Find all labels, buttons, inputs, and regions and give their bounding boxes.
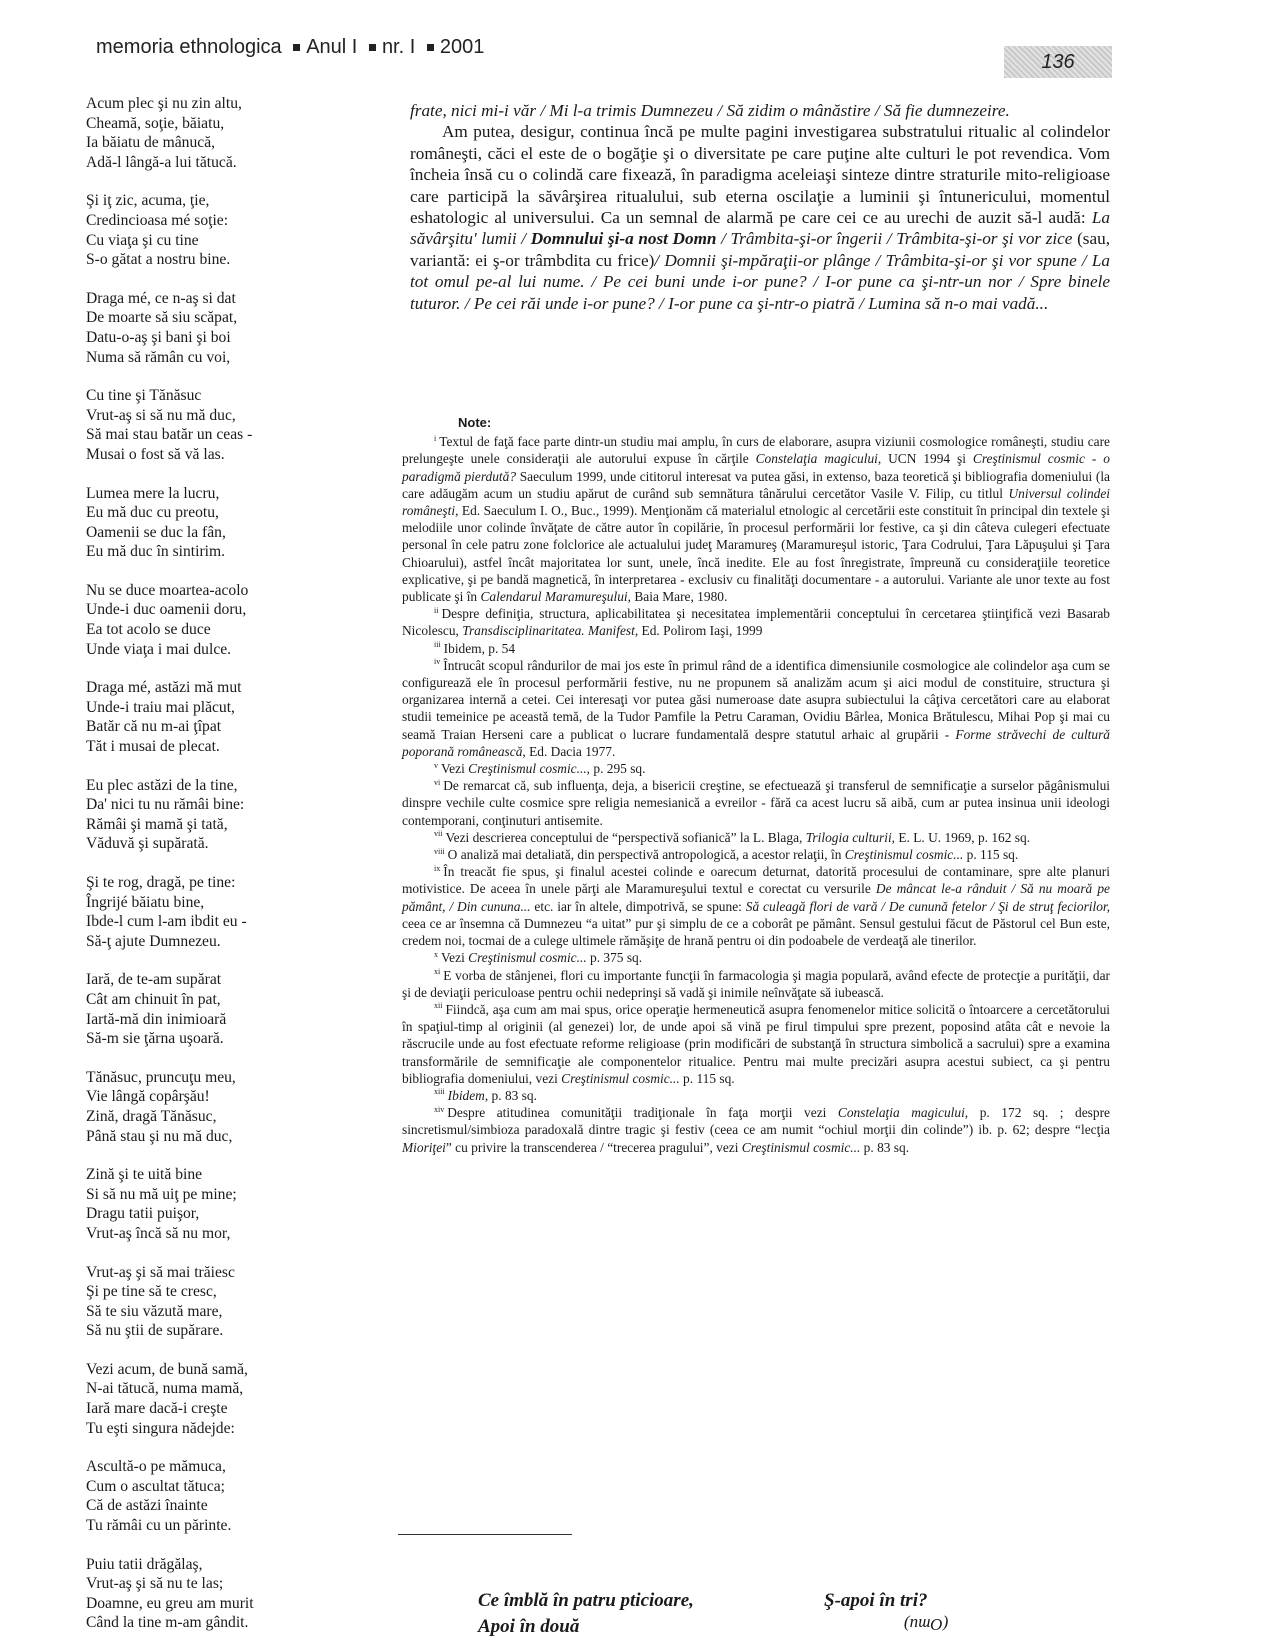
poem-line: Musai o fost să vă las. xyxy=(86,445,225,463)
footnote-text: Trilogia culturii xyxy=(805,829,892,845)
poem-stanza xyxy=(86,1263,326,1341)
poem-line: Zină, dragă Tănăsuc, xyxy=(86,1107,217,1125)
poem-line: Să mai stau batăr un ceas - xyxy=(86,426,253,444)
paragraph-text: Am putea, desigur, continua încă pe multe pagini investigarea substratului ritualic al colindelor româneşti, căci el este de o bogăţie şi o diversitate pe care puţine alte culturi le pot revendica. Vom încheia însă cu o colindă care fixează, în paradigma aceleiaşi sinteze dintre straturile mito-religioase care participă la săvârşirea ritualului, sub eterna oscilaţie a luminii şi întunericului, momentul eshatologic al universului. Ca un semnal de alarmă pe care cei ce au urechi de auzit să-l audă: xyxy=(410,122,1110,228)
variant-note: (sau, variantă: ei ş-or trâmbdita cu frice) xyxy=(410,229,1111,270)
poem-stanza xyxy=(86,873,326,951)
poem-line: Numa să rămân cu voi, xyxy=(86,348,231,366)
poem-line: Cât am chinuit în pat, xyxy=(86,990,221,1008)
footnote xyxy=(402,1087,1110,1104)
footnote-text: Creştinismul cosmic... xyxy=(741,1139,861,1155)
poem-line: Vezi acum, de bună samă, xyxy=(86,1360,248,1378)
footnote xyxy=(402,863,1110,949)
poem-stanza xyxy=(86,1555,326,1633)
verse-quote: / Domnii şi-mpăraţii-or plânge / Trâmbita-şi-or şi vor spune / La tot omul pe-al lui nume. / Pe cei buni unde i-or pune? / I-or pune ca şi-ntr-un nor / Spre binele tuturor. / Pe cei răi unde i-or pune? / I-or pune ca şi-ntr-o piatră / Lumina să n-o mai vadă... xyxy=(410,250,1110,313)
poem-stanza xyxy=(86,1457,326,1535)
poem-line: Să-m sie ţărna uşoară. xyxy=(86,1030,224,1048)
footnote-text: De mâncat le-a rânduit / Să nu moară pe pământ, / Din cununa... xyxy=(402,881,1110,914)
footnote xyxy=(402,777,1110,829)
poem-line: Da' nici tu nu rămâi bine: xyxy=(86,796,245,814)
poem-line: Cum o ascultat tătuca; xyxy=(86,1477,226,1495)
poem-line: Draga mé, ce n-aş si dat xyxy=(86,289,236,307)
poem-line: Şi iţ zic, acuma, ţie, xyxy=(86,192,210,210)
poem-line: De moarte să siu scăpat, xyxy=(86,309,238,327)
riddle-line: Apoi în două xyxy=(478,1616,580,1637)
footnote-text: Vezi xyxy=(441,761,469,777)
poem-line: Să-ţ ajute Dumnezeu. xyxy=(86,932,221,950)
footnote xyxy=(402,760,1110,777)
footnote xyxy=(402,657,1110,760)
poem-line: Iartă-mă din inimioară xyxy=(86,1010,227,1028)
footnote-text: Întrucât scopul rândurilor de mai jos este în primul rând de a identifica dimensiunile cosmologice ale colindelor aşa cum se configurează ele în procesul performării festive, nu ne propunem să analizăm acum şi aici modul de constituire, structura şi organizarea internă a cetei. Cei interesaţi vor putea găsi numeroase date asupra subiectului la câţiva cercetători care au elaborat studii temeinice pe această temă, de la Tudor Pamfile la Petru Caraman, Ovidiu Bârlea, Monica Brătulescu, Mihai Pop şi mai cu seamă Traian Herseni care a publicat o lucrare fundamentală despre statutul arhaic al grupării - xyxy=(402,657,1110,742)
footnote-text: ceea ce ar însemna că Dumnezeu “a uitat” pur şi simplu de ce a coborât pe pământ. Sensul gestului făcut de Păstorul cel Bun este, credem noi, tocmai de a culege ultimele rămăşiţe de hrană pentru oi din podoabele de verdeaţă ale tinerilor. xyxy=(402,915,1110,949)
footnote xyxy=(402,433,1110,605)
footnote-text: , E. L. U. 1969, p. 162 sq. xyxy=(891,829,1031,845)
poem-line: Unde-i duc oamenii doru, xyxy=(86,601,247,619)
footnote-text: , Ed. Polirom Iaşi, 1999 xyxy=(634,623,763,639)
poem-line: Tănăsuc, pruncuţu meu, xyxy=(86,1068,236,1086)
footnote xyxy=(402,829,1110,846)
poem-stanza xyxy=(86,776,326,854)
poem-line: Ascultă-o pe mămuca, xyxy=(86,1458,226,1476)
footnote-text: În treacăt fie spus, şi finalul acestei colinde e oarecum deturnat, datorită procesului de contaminare, spre alte planuri motivistice. De aceea în unele părţi ale Maramureşului textul e corectat cu versurile xyxy=(402,864,1110,897)
riddle-left xyxy=(478,1588,694,1640)
footnote-text: Creştinismul cosmic... xyxy=(561,1070,680,1086)
footnote-text: Forme străvechi de cultură poporană românească xyxy=(402,726,1110,759)
footnote-marker: xi xyxy=(434,967,441,977)
poem-line: Vrut-aş si să nu mă duc, xyxy=(86,406,236,424)
footnote-text: p. 115 sq. xyxy=(679,1070,735,1086)
poem-column xyxy=(86,94,326,1652)
footnote-text: Fiindcă, aşa cum am mai spus, orice operaţie hermeneutică asupra fenomenelor mitice solicită o întoarcere a cercetătorului în spaţiul-timp al originii (al genezei) lor, de unde apoi să vină pe firul timpului spre prezent, poposind atâta cât e nevoie la răscrucile unde au fost efectuate reforme religioase (prin modificări de substanţă în structura simbolică a sacrului) spre a examina transformările de semnificaţie ale componentelor ritualice. Pentru mai multe precizări asupra acestui subiect, ca şi pentru bibliografia domeniului, vezi xyxy=(402,1001,1110,1086)
footnote-marker: iii xyxy=(434,640,441,650)
poem-line: Credincioasa mé soţie: xyxy=(86,211,229,229)
footnote-text: Despre definiţia, structura, aplicabilitatea şi necesitatea implementării conceptului în cercetarea ştiinţifică vezi Basarab Nicolescu, xyxy=(402,606,1110,639)
poem-line: Datu-o-aş şi bani şi boi xyxy=(86,328,231,346)
paragraph-conclusion xyxy=(410,121,1110,314)
footnote-text: Creştinismul cosmic... xyxy=(468,761,587,777)
footnote-marker: xiv xyxy=(434,1104,445,1114)
footnote-text: p. 83 sq. xyxy=(860,1139,910,1155)
header-year: 2001 xyxy=(439,36,485,58)
poem-stanza xyxy=(86,1360,326,1438)
poem-line: Tu eşti singura nădejde: xyxy=(86,1419,235,1437)
poem-line: Eu mă duc cu preotu, xyxy=(86,504,219,522)
poem-line: Vrut-aş şi să mai trăiesc xyxy=(86,1263,235,1281)
poem-line: Draga mé, astăzi mă mut xyxy=(86,679,242,697)
poem-line: Doamne, eu greu am murit xyxy=(86,1594,254,1612)
poem-line: Vie lângă copârşău! xyxy=(86,1088,210,1106)
poem-line: Unde viaţa i mai dulce. xyxy=(86,640,232,658)
footnote-text: Vezi xyxy=(441,950,469,966)
footnote xyxy=(402,949,1110,966)
poem-line: Şi te rog, dragă, pe tine: xyxy=(86,874,236,891)
poem-stanza xyxy=(86,581,326,659)
poem-line: Rămâi şi mamă şi tată, xyxy=(86,815,228,833)
separator-square-icon xyxy=(369,44,376,51)
footnote-marker: i xyxy=(434,433,437,443)
verse-quote: La săvârşitu' lumii / xyxy=(410,208,1110,249)
footnote-text: Saeculum 1999, unde cititorul interesat va putea găsi, in extenso, baza teoretică şi bibliografia domeniului (la care adăugăm acum un studiu apărut de curând sub semnătura tânărului cercetător Vasile V. Filip, cu titlul xyxy=(402,468,1110,501)
poem-line: Nu se duce moartea-acolo xyxy=(86,581,249,599)
poem-line: Să nu ştii de supărare. xyxy=(86,1322,224,1340)
footnote-text: Vezi descrierea conceptului de “perspectivă sofianică” la L. Blaga, xyxy=(445,829,806,845)
footnote-divider xyxy=(398,1534,572,1535)
footnote-text: , Ed. Saeculum I. O., Buc., 1999). Menţionăm că materialul etnologic al cercetării este constituit în principal din textele şi melodiile unor colinde învăţate de către autor în copilărie, în procesul performării lor festive, ca şi din câteva culegeri efectuate personal în cele patru zone folclorice ale actualului judeţ Maramureş (Maramureşul istoric, Ţara Codrului, Ţara Lăpuşului şi Ţara Chioarului), astfel încât majoritatea lor sunt, unele, încă inedite. Ele au fost înregistrate, împreună cu consideraţiile teoretice explicative, şi pe bandă magnetică, în interpretarea - exclusiv cu finalităţi documentare - a autorului. Variante ale unor texte au fost publicate şi în xyxy=(402,503,1110,605)
footnote-text: p. 115 sq. xyxy=(963,847,1019,863)
footnote xyxy=(402,1104,1110,1156)
riddle-line: Ce îmblă în patru pticioare, xyxy=(478,1590,694,1611)
riddle-answer-inverted: (Omu) xyxy=(904,1615,949,1634)
footnote-marker: vii xyxy=(434,829,443,839)
footnote-marker: viii xyxy=(434,846,445,856)
poem-line: Când la tine m-am gândit. xyxy=(86,1614,249,1632)
poem-line: Cheamă, soţie, băiatu, xyxy=(86,114,225,132)
footnote-text: etc. iar în altele, dimpotrivă, se spune: xyxy=(530,898,746,914)
notes-title: Note: xyxy=(458,415,492,430)
footnote-text: Calendarul Maramureşului xyxy=(480,589,628,605)
footnote xyxy=(402,846,1110,863)
poem-line: Tăt i musai de plecat. xyxy=(86,738,220,756)
main-text xyxy=(410,100,1110,314)
running-header xyxy=(96,36,484,59)
separator-square-icon xyxy=(427,44,434,51)
poem-line: Ia băiatu de mânucă, xyxy=(86,134,216,152)
poem-line: Iară mare dacă-i creşte xyxy=(86,1400,228,1418)
footnote-text: Textul de faţă face parte dintr-un studiu mai amplu, în curs de elaborare, asupra viziunii cosmologice româneşti, studiu care prelungeşte unele consideraţii ale autorului expuse în cărţile xyxy=(402,434,1110,467)
footnote-marker: xiii xyxy=(434,1087,445,1097)
poem-line: Ibde-l cum l-am ibdit eu - xyxy=(86,913,247,931)
poem-line: Îngrijé băiatu bine, xyxy=(86,893,205,911)
footnote-text: , Ed. Dacia 1977. xyxy=(522,743,616,759)
poem-stanza xyxy=(86,289,326,367)
poem-line: Dragu tatii puişor, xyxy=(86,1205,200,1223)
poem-line: N-ai tătucă, numa mamă, xyxy=(86,1380,244,1398)
poem-stanza xyxy=(86,484,326,562)
footnote-marker: xii xyxy=(434,1001,443,1011)
footnote-text: Despre atitudinea comunităţii tradiţionale în faţa morţii vezi xyxy=(447,1105,838,1121)
poem-line: Adă-l lângă-a lui tătucă. xyxy=(86,153,237,171)
footnote-text: Creştinismul cosmic - o paradigmă pierdută? xyxy=(402,451,1110,484)
poem-stanza xyxy=(86,970,326,1048)
page-number: 136 xyxy=(1004,46,1112,78)
poem-line: Iară, de te-am supărat xyxy=(86,971,222,989)
footnote xyxy=(402,640,1110,657)
footnote-text: , Baia Mare, 1980. xyxy=(627,589,728,605)
poem-stanza xyxy=(86,386,326,464)
poem-stanza xyxy=(86,191,326,269)
poem-line: S-o gătat a nostru bine. xyxy=(86,251,231,269)
footnote-text: , p. 83 sq. xyxy=(484,1087,537,1103)
riddle-right: Ş-apoi în tri? xyxy=(824,1590,928,1611)
poem-line: Şi pe tine să te cresc, xyxy=(86,1283,217,1301)
separator-square-icon xyxy=(293,44,300,51)
footnote-text: Constelaţia magicului xyxy=(837,1105,965,1121)
footnote-text: , UCN 1994 şi xyxy=(877,451,973,467)
poem-line: Si să nu mă uiţ pe mine; xyxy=(86,1185,237,1203)
poem-line: Cu tine şi Tănăsuc xyxy=(86,387,202,405)
poem-line: Acum plec şi nu zin altu, xyxy=(86,95,242,112)
poem-line: Lumea mere la lucru, xyxy=(86,484,220,502)
poem-line: Că de astăzi înainte xyxy=(86,1497,208,1515)
footnote-text: Universul colindei româneşti xyxy=(402,485,1110,519)
poem-line: Cu viaţa şi cu tine xyxy=(86,231,199,249)
poem-stanza xyxy=(86,1068,326,1146)
footnote-marker: iv xyxy=(434,657,441,667)
footnote-text: Mioriţei xyxy=(402,1139,446,1155)
header-issue: nr. I xyxy=(381,36,416,58)
footnote-text: Ibidem, p. 54 xyxy=(443,640,516,656)
footnote-text: O analiză mai detaliată, din perspectivă antropologică, a acestor relaţii, în xyxy=(447,847,845,863)
footnote-text: p. 375 sq. xyxy=(586,950,643,966)
footnotes xyxy=(402,414,1110,1156)
footnote-text: , p. 295 sq. xyxy=(586,761,646,777)
footnote-text: E vorba de stânjenei, flori cu importante funcţii în farmacologia şi magia populară, având efecte de protecţie a purităţii, dar şi de deviaţii periculoase pentru ochii nedeprinşi să vadă şi inimile neînvăţate să iubească. xyxy=(402,967,1110,1000)
footnote-marker: vi xyxy=(434,777,441,787)
footnote-marker: x xyxy=(434,949,438,959)
poem-line: Tu rămâi cu un părinte. xyxy=(86,1517,232,1535)
footnote-text: Creştinismul cosmic... xyxy=(468,950,587,966)
footnote-text: De remarcat că, sub influenţa, deja, a bisericii creştine, se efectuează şi transferul de semnificaţie a surselor păgânismului dinspre vechile culte cosmice spre religia nemesianică a evreilor - fără ca acest lucru să aibă, cum ar putea insinua unii ideologi contemporani, conţinuturi antisemite. xyxy=(402,778,1110,828)
footnote-text: Constelaţia magicului xyxy=(755,451,878,467)
verse-quote: / Trâmbita-şi-or îngerii / Trâmbita-şi-or şi vor zice xyxy=(716,229,1073,249)
header-year-volume: Anul I xyxy=(306,36,358,58)
footnote xyxy=(402,605,1110,639)
poem-stanza xyxy=(86,94,326,172)
poem-line: Văduvă şi supărată. xyxy=(86,835,209,853)
poem-line: Vrut-aş încă să nu mor, xyxy=(86,1224,231,1242)
verse-emphasis: Domnului şi-a nost Domn xyxy=(530,229,717,249)
footnote-marker: ii xyxy=(434,605,439,615)
footnote-text: , p. 172 sq. ; despre sincretismul/simbioza paradoxală dintre tragic şi festiv (ceea ce am numit “ochiul morţii din colinde”) ib. p. 62; despre “lecţia xyxy=(402,1105,1110,1138)
footnote-marker: ix xyxy=(434,863,441,873)
poem-line: Batăr că nu m-ai ţîpat xyxy=(86,718,222,736)
footnote-text: Ibidem xyxy=(447,1087,485,1103)
poem-line: Vrut-aş şi să nu te las; xyxy=(86,1575,224,1593)
poem-line: Până stau şi nu mă duc, xyxy=(86,1127,233,1145)
footnote-text: Creştinismul cosmic... xyxy=(844,847,964,863)
footnote xyxy=(402,967,1110,1001)
poem-line: Eu mă duc în sintirim. xyxy=(86,543,226,561)
paragraph-verse-end: frate, nici mi-i văr / Mi l-a trimis Dumnezeu / Să zidim o mânăstire / Să fie dumnezeire. xyxy=(410,101,1010,120)
poem-line: Să te siu văzută mare, xyxy=(86,1302,223,1320)
poem-line: Unde-i traiu mai plăcut, xyxy=(86,698,235,716)
journal-title: memoria ethnologica xyxy=(96,36,282,58)
poem-line: Zină şi te uită bine xyxy=(86,1166,203,1184)
footnote xyxy=(402,1001,1110,1087)
poem-line: Ea tot acolo se duce xyxy=(86,621,211,639)
poem-line: Puiu tatii drăgălaş, xyxy=(86,1555,203,1573)
footnote-text: Să culeagă flori de vară / De cunună fetelor / Şi de struţ feciorilor, xyxy=(745,898,1110,914)
poem-stanza xyxy=(86,678,326,756)
poem-line: Eu plec astăzi de la tine, xyxy=(86,776,238,794)
footnote-marker: v xyxy=(434,760,438,770)
poem-stanza xyxy=(86,1165,326,1243)
footnote-text: ” cu privire la transcenderea / “trecerea pragului”, vezi xyxy=(445,1139,742,1155)
footnote-text: Transdisciplinaritatea. Manifest xyxy=(462,623,635,639)
poem-line: Oamenii se duc la fân, xyxy=(86,523,226,541)
